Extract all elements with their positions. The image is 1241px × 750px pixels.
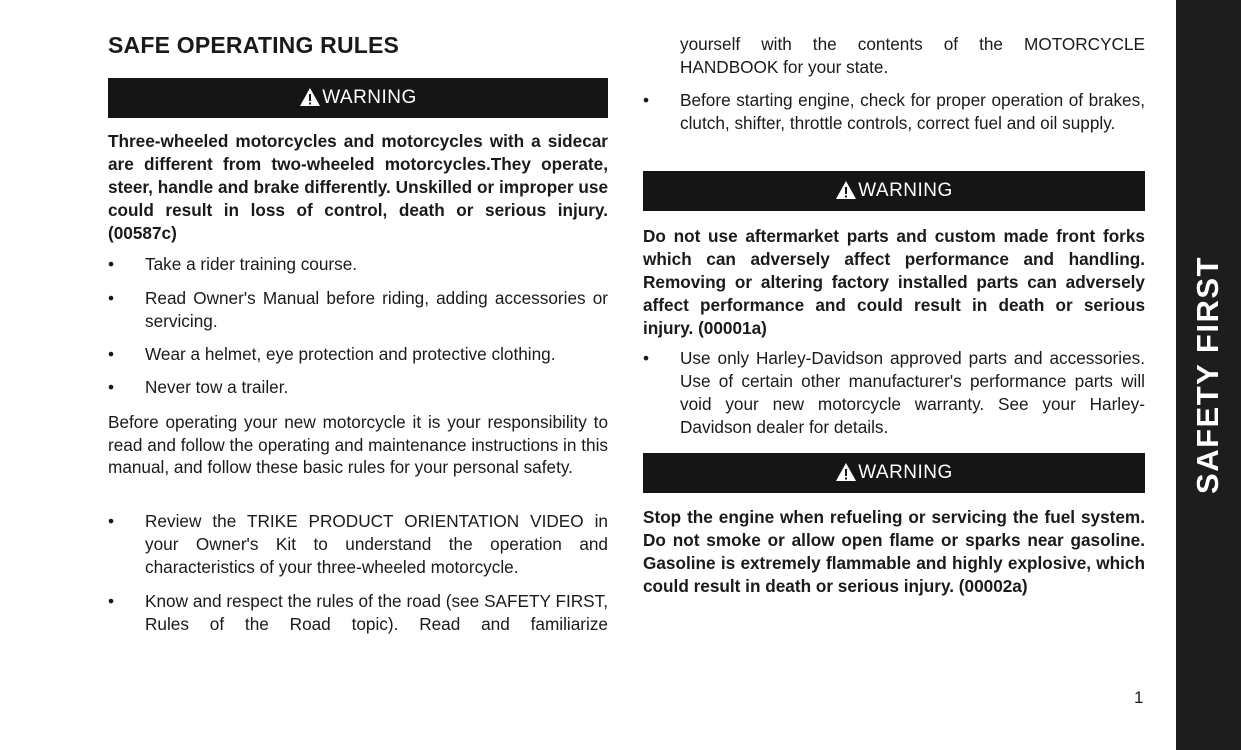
list-item [108,510,608,580]
page-number: 1 [1134,688,1144,707]
warning-label: WARNING [858,462,953,483]
bullet-marker: • [108,591,115,611]
responsibility-paragraph: Before operating your new motorcycle it is your responsibility to read and follow the operating and maintenance instructions in this manual, and follow these basic rules for your personal safety. [108,412,608,477]
warning-banner-1 [108,78,608,118]
warning-triangle-icon [835,180,857,200]
bullet-marker: • [108,288,115,308]
list-item-text: Use only Harley-Davidson approved parts and accessories. Use of certain other manufacturer's performance parts will void your new motorcycle warranty. See your Harley-Davidson dealer for details. [680,348,1145,437]
bullet-marker: • [108,511,115,531]
list-item-text: Read Owner's Manual before riding, adding accessories or servicing. [145,288,608,331]
warning-banner-2 [643,171,1145,211]
list-item [643,89,1145,159]
bullet-marker: • [108,344,115,364]
list-item-text: Take a rider training course. [145,254,358,274]
list-item [108,590,608,636]
warning-triangle-icon [299,87,321,107]
list-item [108,253,608,277]
list-item-text: Review the TRIKE PRODUCT ORIENTATION VIDEO in your Owner's Kit to understand the operation and characteristics of your three-wheeled motorcycle. [145,511,608,577]
bullet-marker: • [108,254,115,274]
list-item-text: Wear a helmet, eye protection and protective clothing. [145,344,556,364]
bullet-marker: • [108,377,115,397]
list-item-text: Before starting engine, check for proper operation of brakes, clutch, shifter, throttle controls, correct fuel and oil supply. [680,90,1145,133]
list-item [108,287,608,333]
warning-label: WARNING [858,180,953,201]
bullet-marker: • [643,90,650,110]
continuation-text: yourself with the contents of the MOTORCYCLE HANDBOOK for your state. [680,34,1145,77]
warning-text-fuel: Stop the engine when refueling or servicing the fuel system. Do not smoke or allow open flame or sparks near gasoline. Gasoline is extremely flammable and highly explosive, which could result in death or serious injury. (00002a) [643,507,1145,596]
bullet-marker: • [643,348,650,368]
warning-triangle-icon [835,462,857,482]
list-item-text: Never tow a trailer. [145,377,289,397]
list-item [108,376,608,400]
list-item [108,343,608,367]
warning-text-sidecar: Three-wheeled motorcycles and motorcycles with a sidecar are different from two-wheeled motorcycles.They operate, steer, handle and brake differently. Unskilled or improper use could result in loss of control, death or serious injury. (00587c) [108,131,608,243]
warning-text-aftermarket: Do not use aftermarket parts and custom made front forks which can adversely affect performance and handling. Removing or altering factory installed parts can adversely affect performance and could result in death or serious injury. (00001a) [643,226,1145,338]
section-tab-label: SAFETY FIRST [1190,256,1225,494]
warning-banner-3 [643,453,1145,493]
warning-label: WARNING [322,87,417,108]
page-title: SAFE OPERATING RULES [108,32,400,58]
list-item-text: Know and respect the rules of the road (see SAFETY FIRST, Rules of the Road topic). Read and familiarize [145,591,608,634]
list-item [643,347,1145,439]
